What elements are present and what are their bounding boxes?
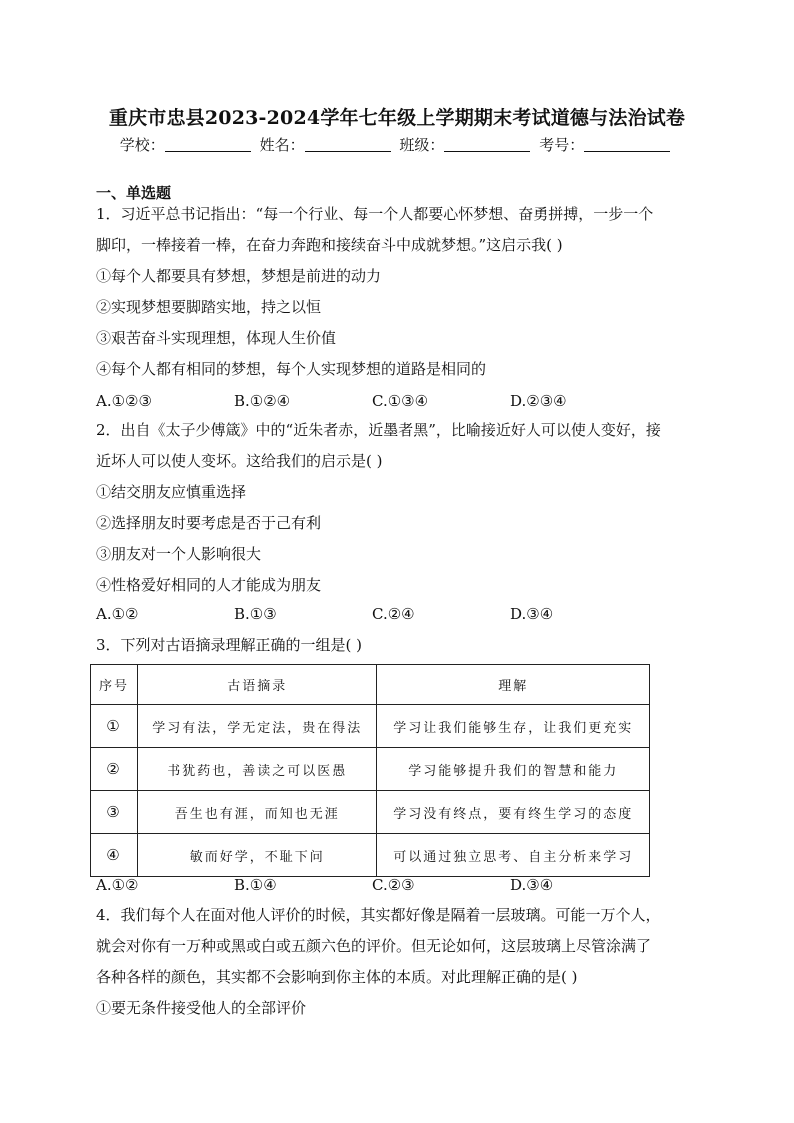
q1-option-d[interactable]: D.②③④ <box>510 392 567 410</box>
q2-item-4: ④性格爱好相同的人才能成为朋友 <box>96 576 322 594</box>
name-label: 姓名： <box>259 136 305 154</box>
q3-option-a[interactable]: A.①② <box>96 876 139 894</box>
q4-stem-line2: 就会对你有一万种或黑或白或五颜六色的评价。但无论如何，这层玻璃上尽管涂满了 <box>96 937 652 955</box>
q1-option-b[interactable]: B.①②④ <box>234 392 291 410</box>
q4-stem-line3: 各种各样的颜色，其实都不会影响到你主体的本质。对此理解正确的是( ) <box>96 968 578 986</box>
row-index: ③ <box>91 791 138 834</box>
q1-item-3: ③艰苦奋斗实现理想，体现人生价值 <box>96 329 337 347</box>
row-quote: 书犹药也，善读之可以医愚 <box>137 748 377 791</box>
q2-option-d[interactable]: D.③④ <box>510 605 554 623</box>
header-quote: 古语摘录 <box>137 665 377 705</box>
q3-option-c[interactable]: C.②③ <box>372 876 415 894</box>
q3-option-b[interactable]: B.①④ <box>234 876 277 894</box>
q3-quote-table <box>90 664 650 877</box>
row-index: ① <box>91 705 138 748</box>
row-quote: 敏而好学，不耻下问 <box>137 834 377 877</box>
number-blank[interactable] <box>584 137 670 152</box>
row-index: ④ <box>91 834 138 877</box>
q3-option-d[interactable]: D.③④ <box>510 876 554 894</box>
q1-stem-line1: 1．习近平总书记指出：“每一个行业、每一个人都要心怀梦想、奋勇拼搏，一步一个 <box>96 205 654 223</box>
q1-item-2: ②实现梦想要脚踏实地，持之以恒 <box>96 298 322 316</box>
header-understanding: 理解 <box>377 665 650 705</box>
name-blank[interactable] <box>305 137 391 152</box>
q1-stem-line2: 脚印，一棒接着一棒，在奋力奔跑和接续奋斗中成就梦想。”这启示我( ) <box>96 236 563 254</box>
table-header-row <box>91 665 650 705</box>
table-row <box>91 791 650 834</box>
q2-option-b[interactable]: B.①③ <box>234 605 277 623</box>
row-index: ② <box>91 748 138 791</box>
q4-stem-line1: 4．我们每个人在面对他人评价的时候，其实都好像是隔着一层玻璃。可能一万个人， <box>96 906 661 924</box>
table-row <box>91 748 650 791</box>
row-quote: 吾生也有涯，而知也无涯 <box>137 791 377 834</box>
q2-stem-line2: 近坏人可以使人变坏。这给我们的启示是( ) <box>96 452 383 470</box>
table-row <box>91 834 650 877</box>
row-understanding: 学习能够提升我们的智慧和能力 <box>377 748 650 791</box>
row-quote: 学习有法，学无定法，贵在得法 <box>137 705 377 748</box>
school-label: 学校： <box>119 136 165 154</box>
row-understanding: 可以通过独立思考、自主分析来学习 <box>377 834 650 877</box>
row-understanding: 学习没有终点，要有终生学习的态度 <box>377 791 650 834</box>
header-index: 序号 <box>91 665 138 705</box>
class-blank[interactable] <box>444 137 530 152</box>
number-label: 考号： <box>539 136 585 154</box>
q1-option-c[interactable]: C.①③④ <box>372 392 429 410</box>
school-blank[interactable] <box>165 137 251 152</box>
table-row <box>91 705 650 748</box>
exam-title: 重庆市忠县2023-2024学年七年级上学期期末考试道德与法治试卷 <box>108 107 686 129</box>
q2-item-1: ①结交朋友应慎重选择 <box>96 483 247 501</box>
q2-item-2: ②选择朋友时要考虑是否于己有利 <box>96 514 322 532</box>
section-heading: 一、单选题 <box>96 184 172 202</box>
q2-option-a[interactable]: A.①② <box>96 605 139 623</box>
q2-item-3: ③朋友对一个人影响很大 <box>96 545 262 563</box>
q2-stem-line1: 2．出自《太子少傅箴》中的“近朱者赤，近墨者黑”，比喻接近好人可以使人变好，接 <box>96 421 661 439</box>
row-understanding: 学习让我们能够生存，让我们更充实 <box>377 705 650 748</box>
q2-option-c[interactable]: C.②④ <box>372 605 415 623</box>
q3-stem: 3．下列对古语摘录理解正确的一组是( ) <box>96 636 363 654</box>
q4-item-1: ①要无条件接受他人的全部评价 <box>96 999 307 1017</box>
student-info-row <box>0 134 794 155</box>
q1-item-4: ④每个人都有相同的梦想，每个人实现梦想的道路是相同的 <box>96 360 487 378</box>
q1-option-a[interactable]: A.①②③ <box>96 392 152 410</box>
class-label: 班级： <box>399 136 445 154</box>
q1-item-1: ①每个人都要具有梦想，梦想是前进的动力 <box>96 267 382 285</box>
